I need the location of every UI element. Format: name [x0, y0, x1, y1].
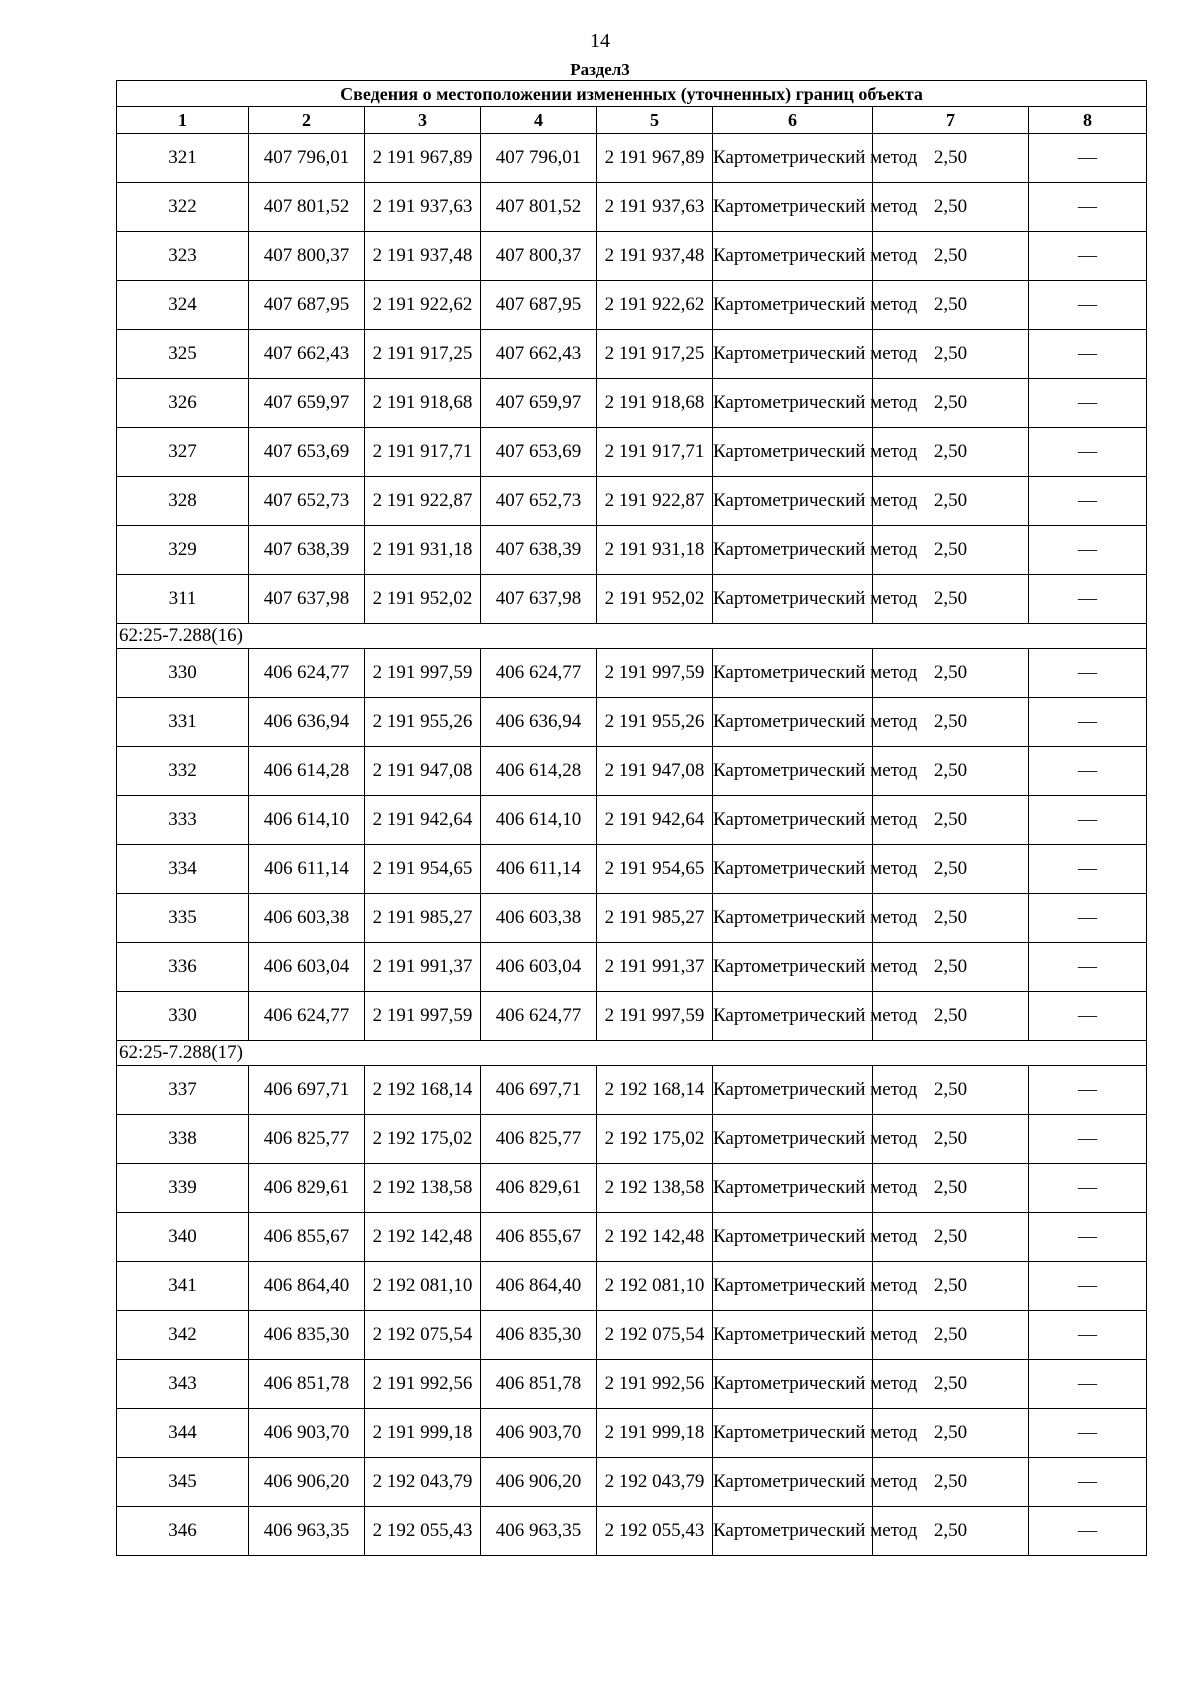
- table-cell: 2,50: [873, 1066, 1029, 1115]
- table-row: [117, 232, 1147, 281]
- table-cell: —: [1029, 1164, 1147, 1213]
- table-cell: 2,50: [873, 747, 1029, 796]
- table-cell: 2 191 991,37: [597, 943, 713, 992]
- table-cell: 2,50: [873, 796, 1029, 845]
- table-cell: 338: [117, 1115, 249, 1164]
- table-cell: 406 624,77: [249, 992, 365, 1041]
- table-cell: 2 192 142,48: [365, 1213, 481, 1262]
- table-row: [117, 649, 1147, 698]
- table-cell: Картометрический метод: [713, 1360, 873, 1409]
- group-row: [117, 624, 1147, 649]
- table-row: [117, 992, 1147, 1041]
- table-cell: 2 191 937,63: [597, 183, 713, 232]
- table-cell: 406 614,10: [249, 796, 365, 845]
- table-cell: —: [1029, 943, 1147, 992]
- table-cell: 406 864,40: [249, 1262, 365, 1311]
- table-cell: —: [1029, 1213, 1147, 1262]
- table-cell: 2 191 999,18: [597, 1409, 713, 1458]
- table-cell: 2 191 917,25: [365, 330, 481, 379]
- table-cell: 2 191 918,68: [597, 379, 713, 428]
- table-cell: 407 652,73: [481, 477, 597, 526]
- table-cell: 2,50: [873, 232, 1029, 281]
- table-cell: Картометрический метод: [713, 183, 873, 232]
- table-cell: 2,50: [873, 1360, 1029, 1409]
- table-cell: 2 192 055,43: [365, 1507, 481, 1556]
- table-cell: —: [1029, 747, 1147, 796]
- table-cell: 337: [117, 1066, 249, 1115]
- table-cell: 2,50: [873, 379, 1029, 428]
- table-cell: 2 192 168,14: [597, 1066, 713, 1115]
- table-row: [117, 1360, 1147, 1409]
- table-row: [117, 1262, 1147, 1311]
- table-cell: 2 191 917,25: [597, 330, 713, 379]
- table-cell: 2 191 952,02: [597, 575, 713, 624]
- table-cell: 2 191 922,87: [597, 477, 713, 526]
- table-cell: 406 614,10: [481, 796, 597, 845]
- table-cell: 2 191 954,65: [597, 845, 713, 894]
- table-cell: 2 191 997,59: [365, 992, 481, 1041]
- table-cell: Картометрический метод: [713, 698, 873, 747]
- table-cell: Картометрический метод: [713, 281, 873, 330]
- table-cell: 2,50: [873, 477, 1029, 526]
- table-cell: 407 796,01: [249, 134, 365, 183]
- table-cell: —: [1029, 845, 1147, 894]
- table-row: [117, 526, 1147, 575]
- table-cell: 325: [117, 330, 249, 379]
- table-row: [117, 1066, 1147, 1115]
- table-row: [117, 1507, 1147, 1556]
- table-cell: 406 864,40: [481, 1262, 597, 1311]
- table-cell: 2,50: [873, 1458, 1029, 1507]
- table-cell: 2 191 917,71: [597, 428, 713, 477]
- table-cell: 311: [117, 575, 249, 624]
- table-cell: 406 611,14: [249, 845, 365, 894]
- table-row: [117, 1409, 1147, 1458]
- table-cell: Картометрический метод: [713, 526, 873, 575]
- column-header: 1: [117, 107, 249, 134]
- table-cell: 407 659,97: [249, 379, 365, 428]
- table-cell: 323: [117, 232, 249, 281]
- table-row: [117, 330, 1147, 379]
- table-cell: 2 191 947,08: [597, 747, 713, 796]
- table-cell: Картометрический метод: [713, 428, 873, 477]
- column-header: 2: [249, 107, 365, 134]
- table-row: [117, 796, 1147, 845]
- table-cell: —: [1029, 1360, 1147, 1409]
- table-cell: 406 906,20: [249, 1458, 365, 1507]
- table-row: [117, 698, 1147, 747]
- table-cell: 2 191 999,18: [365, 1409, 481, 1458]
- table-cell: 2 191 942,64: [597, 796, 713, 845]
- table-cell: 2 192 168,14: [365, 1066, 481, 1115]
- table-cell: 2,50: [873, 1164, 1029, 1213]
- table-cell: 2 192 043,79: [597, 1458, 713, 1507]
- table-cell: —: [1029, 1115, 1147, 1164]
- table-cell: 2,50: [873, 575, 1029, 624]
- table-cell: 2,50: [873, 1262, 1029, 1311]
- table-cell: 330: [117, 992, 249, 1041]
- column-header: 7: [873, 107, 1029, 134]
- table-cell: —: [1029, 1458, 1147, 1507]
- table-cell: Картометрический метод: [713, 134, 873, 183]
- table-cell: 407 638,39: [249, 526, 365, 575]
- table-cell: 334: [117, 845, 249, 894]
- table-cell: 321: [117, 134, 249, 183]
- table-cell: 343: [117, 1360, 249, 1409]
- table-cell: —: [1029, 134, 1147, 183]
- column-header: 6: [713, 107, 873, 134]
- table-cell: 2 191 937,63: [365, 183, 481, 232]
- table-body: [117, 134, 1147, 1556]
- table-cell: 332: [117, 747, 249, 796]
- table-cell: —: [1029, 526, 1147, 575]
- table-cell: 406 835,30: [481, 1311, 597, 1360]
- group-label: 62:25-7.288(16): [117, 624, 1147, 649]
- table-cell: 2 191 992,56: [597, 1360, 713, 1409]
- table-cell: 2 192 142,48: [597, 1213, 713, 1262]
- table-cell: 2,50: [873, 1213, 1029, 1262]
- table-cell: 2,50: [873, 698, 1029, 747]
- table-cell: 340: [117, 1213, 249, 1262]
- table-cell: 406 903,70: [249, 1409, 365, 1458]
- table-cell: 346: [117, 1507, 249, 1556]
- table-cell: —: [1029, 1311, 1147, 1360]
- table-cell: Картометрический метод: [713, 379, 873, 428]
- boundary-coordinates-table: [116, 80, 1147, 1556]
- table-cell: 2 191 931,18: [597, 526, 713, 575]
- table-cell: —: [1029, 1409, 1147, 1458]
- table-cell: —: [1029, 281, 1147, 330]
- table-row: [117, 845, 1147, 894]
- table-cell: 406 906,20: [481, 1458, 597, 1507]
- table-cell: 2 191 967,89: [365, 134, 481, 183]
- table-cell: 2 191 955,26: [597, 698, 713, 747]
- table-cell: 2 192 138,58: [365, 1164, 481, 1213]
- table-row: [117, 1311, 1147, 1360]
- table-cell: 2 191 942,64: [365, 796, 481, 845]
- table-cell: 406 903,70: [481, 1409, 597, 1458]
- table-cell: 407 801,52: [481, 183, 597, 232]
- table-cell: —: [1029, 649, 1147, 698]
- table-cell: 406 855,67: [481, 1213, 597, 1262]
- column-header: 5: [597, 107, 713, 134]
- table-cell: 407 796,01: [481, 134, 597, 183]
- table-cell: —: [1029, 575, 1147, 624]
- table-cell: 2,50: [873, 330, 1029, 379]
- table-cell: 330: [117, 649, 249, 698]
- table-cell: 406 825,77: [249, 1115, 365, 1164]
- table-cell: Картометрический метод: [713, 796, 873, 845]
- table-cell: 406 835,30: [249, 1311, 365, 1360]
- table-row: [117, 1458, 1147, 1507]
- table-row: [117, 183, 1147, 232]
- table-cell: 406 829,61: [481, 1164, 597, 1213]
- table-row: [117, 477, 1147, 526]
- table-cell: Картометрический метод: [713, 1458, 873, 1507]
- table-cell: 2,50: [873, 183, 1029, 232]
- table-cell: 336: [117, 943, 249, 992]
- table-cell: 2,50: [873, 845, 1029, 894]
- table-cell: Картометрический метод: [713, 232, 873, 281]
- table-cell: 406 963,35: [481, 1507, 597, 1556]
- table-cell: 2,50: [873, 134, 1029, 183]
- table-cell: —: [1029, 894, 1147, 943]
- table-cell: 2 192 075,54: [365, 1311, 481, 1360]
- table-cell: 341: [117, 1262, 249, 1311]
- table-cell: Картометрический метод: [713, 747, 873, 796]
- table-cell: 2,50: [873, 992, 1029, 1041]
- table-cell: 406 697,71: [481, 1066, 597, 1115]
- table-cell: Картометрический метод: [713, 575, 873, 624]
- table-row: [117, 281, 1147, 330]
- table-cell: —: [1029, 1066, 1147, 1115]
- table-cell: —: [1029, 796, 1147, 845]
- table-cell: —: [1029, 183, 1147, 232]
- table-cell: 2 191 967,89: [597, 134, 713, 183]
- table-cell: 329: [117, 526, 249, 575]
- table-cell: 406 603,04: [481, 943, 597, 992]
- table-cell: 322: [117, 183, 249, 232]
- group-label: 62:25-7.288(17): [117, 1041, 1147, 1066]
- table-cell: 407 801,52: [249, 183, 365, 232]
- table-row: [117, 1115, 1147, 1164]
- table-cell: 328: [117, 477, 249, 526]
- table-cell: 406 624,77: [481, 992, 597, 1041]
- table-row: [117, 894, 1147, 943]
- table-cell: —: [1029, 698, 1147, 747]
- table-cell: 407 653,69: [249, 428, 365, 477]
- table-cell: —: [1029, 232, 1147, 281]
- table-cell: 2 191 952,02: [365, 575, 481, 624]
- table-cell: 2,50: [873, 943, 1029, 992]
- table-cell: 327: [117, 428, 249, 477]
- table-cell: 407 637,98: [481, 575, 597, 624]
- table-cell: 2 192 175,02: [597, 1115, 713, 1164]
- table-caption: Сведения о местоположении измененных (уточненных) границ объекта: [117, 81, 1147, 107]
- table-cell: 2,50: [873, 281, 1029, 330]
- table-cell: 406 611,14: [481, 845, 597, 894]
- table-cell: 2 192 138,58: [597, 1164, 713, 1213]
- group-row: [117, 1041, 1147, 1066]
- table-cell: 2 191 955,26: [365, 698, 481, 747]
- table-cell: 2,50: [873, 526, 1029, 575]
- table-cell: 2 191 922,62: [365, 281, 481, 330]
- table-cell: 407 662,43: [249, 330, 365, 379]
- table-cell: 324: [117, 281, 249, 330]
- table-cell: Картометрический метод: [713, 1164, 873, 1213]
- column-header: 4: [481, 107, 597, 134]
- table-cell: 331: [117, 698, 249, 747]
- table-cell: 2 191 947,08: [365, 747, 481, 796]
- table-cell: 345: [117, 1458, 249, 1507]
- table-row: [117, 943, 1147, 992]
- table-cell: 406 829,61: [249, 1164, 365, 1213]
- table-cell: —: [1029, 1507, 1147, 1556]
- table-cell: 406 614,28: [249, 747, 365, 796]
- table-cell: 2 192 043,79: [365, 1458, 481, 1507]
- table-cell: 407 687,95: [249, 281, 365, 330]
- table-cell: Картометрический метод: [713, 649, 873, 698]
- table-cell: 344: [117, 1409, 249, 1458]
- table-cell: 2 192 175,02: [365, 1115, 481, 1164]
- section-title: Раздел3: [570, 60, 630, 79]
- table-cell: 2,50: [873, 428, 1029, 477]
- table-cell: Картометрический метод: [713, 992, 873, 1041]
- table-cell: 2 191 997,59: [365, 649, 481, 698]
- table-cell: —: [1029, 330, 1147, 379]
- table-cell: 406 624,77: [249, 649, 365, 698]
- table-cell: Картометрический метод: [713, 477, 873, 526]
- table-cell: 2,50: [873, 649, 1029, 698]
- column-header: 8: [1029, 107, 1147, 134]
- table-cell: 406 697,71: [249, 1066, 365, 1115]
- table-cell: 2 191 922,62: [597, 281, 713, 330]
- page-number: 14: [590, 30, 610, 52]
- table-cell: 2,50: [873, 1311, 1029, 1360]
- table-cell: 2,50: [873, 1409, 1029, 1458]
- table-cell: 2 191 954,65: [365, 845, 481, 894]
- table-cell: —: [1029, 992, 1147, 1041]
- table-cell: 406 603,38: [249, 894, 365, 943]
- table-cell: 2 191 922,87: [365, 477, 481, 526]
- table-row: [117, 1213, 1147, 1262]
- table-cell: 406 603,04: [249, 943, 365, 992]
- table-cell: 407 659,97: [481, 379, 597, 428]
- table-cell: —: [1029, 379, 1147, 428]
- table-cell: Картометрический метод: [713, 943, 873, 992]
- table-cell: 2 191 937,48: [365, 232, 481, 281]
- table-row: [117, 747, 1147, 796]
- table-cell: Картометрический метод: [713, 1115, 873, 1164]
- table-cell: 339: [117, 1164, 249, 1213]
- table-cell: 335: [117, 894, 249, 943]
- table-cell: 2 192 075,54: [597, 1311, 713, 1360]
- table-cell: 406 636,94: [249, 698, 365, 747]
- table-row: [117, 428, 1147, 477]
- table-cell: Картометрический метод: [713, 1311, 873, 1360]
- table-cell: 406 825,77: [481, 1115, 597, 1164]
- table-cell: 2 191 931,18: [365, 526, 481, 575]
- table-cell: Картометрический метод: [713, 1507, 873, 1556]
- table-cell: —: [1029, 477, 1147, 526]
- table-cell: 2 191 937,48: [597, 232, 713, 281]
- table-cell: 406 614,28: [481, 747, 597, 796]
- table-cell: 406 603,38: [481, 894, 597, 943]
- table-cell: 406 636,94: [481, 698, 597, 747]
- table-cell: 406 963,35: [249, 1507, 365, 1556]
- table-cell: 406 851,78: [481, 1360, 597, 1409]
- table-cell: 2 191 992,56: [365, 1360, 481, 1409]
- table-cell: Картометрический метод: [713, 1213, 873, 1262]
- table-cell: 2 191 985,27: [597, 894, 713, 943]
- table-cell: Картометрический метод: [713, 330, 873, 379]
- table-row: [117, 134, 1147, 183]
- table-cell: Картометрический метод: [713, 1409, 873, 1458]
- table-row: [117, 1164, 1147, 1213]
- table-cell: 407 637,98: [249, 575, 365, 624]
- table-cell: Картометрический метод: [713, 894, 873, 943]
- table-cell: Картометрический метод: [713, 845, 873, 894]
- table-cell: 333: [117, 796, 249, 845]
- table-cell: 2 191 997,59: [597, 649, 713, 698]
- table-cell: 407 800,37: [481, 232, 597, 281]
- table-row: [117, 379, 1147, 428]
- table-cell: Картометрический метод: [713, 1262, 873, 1311]
- table-cell: —: [1029, 428, 1147, 477]
- table-cell: 407 687,95: [481, 281, 597, 330]
- table-cell: 2 191 917,71: [365, 428, 481, 477]
- table-cell: Картометрический метод: [713, 1066, 873, 1115]
- table-cell: 2 191 991,37: [365, 943, 481, 992]
- table-cell: 2 192 081,10: [597, 1262, 713, 1311]
- column-header: 3: [365, 107, 481, 134]
- table-cell: 342: [117, 1311, 249, 1360]
- table-cell: —: [1029, 1262, 1147, 1311]
- table-cell: 2 191 918,68: [365, 379, 481, 428]
- table-cell: 2 191 997,59: [597, 992, 713, 1041]
- table-cell: 407 638,39: [481, 526, 597, 575]
- table-cell: 407 652,73: [249, 477, 365, 526]
- table-cell: 407 653,69: [481, 428, 597, 477]
- table-cell: 2 192 081,10: [365, 1262, 481, 1311]
- table-cell: 406 851,78: [249, 1360, 365, 1409]
- table-cell: 2,50: [873, 1507, 1029, 1556]
- table-cell: 2 191 985,27: [365, 894, 481, 943]
- table-cell: 2,50: [873, 1115, 1029, 1164]
- table-cell: 407 662,43: [481, 330, 597, 379]
- table-cell: 2,50: [873, 894, 1029, 943]
- table-row: [117, 575, 1147, 624]
- table-cell: 406 855,67: [249, 1213, 365, 1262]
- table-cell: 2 192 055,43: [597, 1507, 713, 1556]
- table-cell: 407 800,37: [249, 232, 365, 281]
- table-cell: 326: [117, 379, 249, 428]
- table-cell: 406 624,77: [481, 649, 597, 698]
